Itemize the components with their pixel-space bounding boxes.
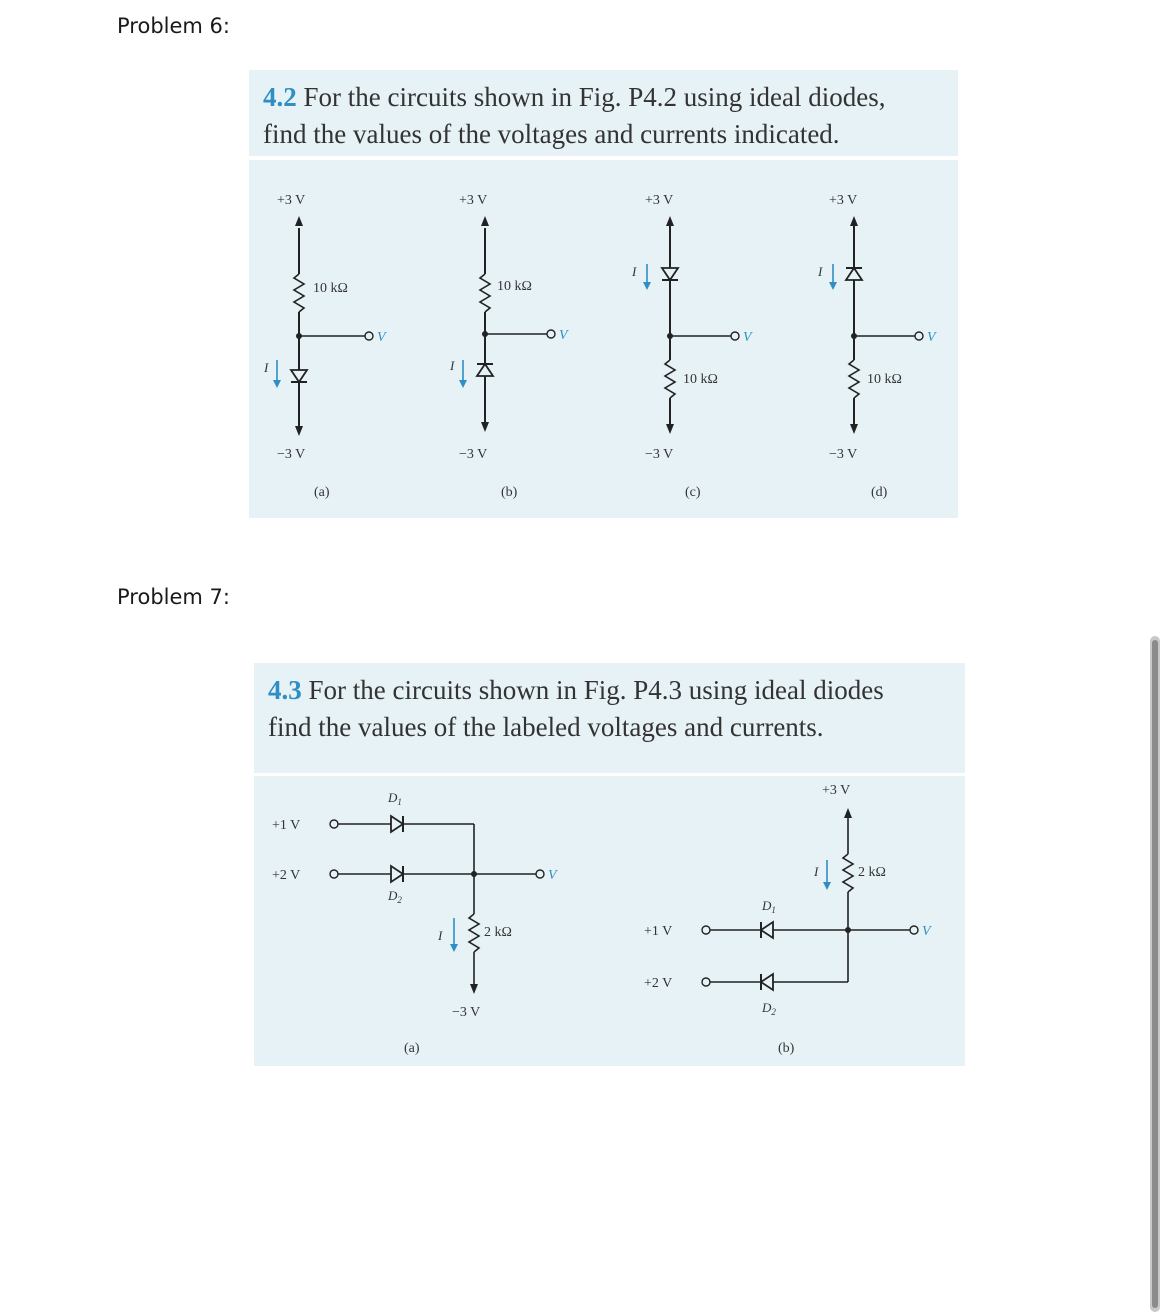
- output-voltage-label: V: [377, 330, 386, 345]
- vertical-scrollbar-thumb[interactable]: [1152, 640, 1158, 1308]
- diode-icon: [291, 370, 307, 382]
- arrow-up-icon: [850, 216, 858, 226]
- terminal: [915, 332, 923, 340]
- figure-p4-2: [249, 160, 958, 518]
- supply-top-label: +3 V: [645, 193, 674, 208]
- statement-line-1: For the circuits shown in Fig. P4.3 using ideal diodes: [301, 675, 884, 705]
- resistor-icon: [843, 854, 853, 892]
- current-arrow-head-icon: [450, 944, 458, 952]
- circuit-caption: (d): [871, 485, 888, 500]
- terminal: [731, 332, 739, 340]
- supply-bottom-label: −3 V: [829, 447, 858, 462]
- circuit-caption: (b): [778, 1041, 795, 1056]
- circuit-a: [263, 193, 387, 500]
- circuit-caption: (c): [685, 485, 701, 500]
- current-arrow-head-icon: [459, 380, 467, 388]
- circuit-b: [449, 193, 569, 500]
- arrow-up-icon: [295, 216, 303, 226]
- terminal: [536, 870, 544, 878]
- current-arrow-head-icon: [273, 380, 281, 388]
- circuit-a: [272, 790, 558, 1056]
- resistor-label: 10 kΩ: [497, 279, 532, 294]
- resistor-icon: [849, 360, 859, 398]
- arrow-down-icon: [666, 424, 674, 434]
- figure-p4-2-svg: [249, 160, 958, 518]
- output-voltage-label: V: [559, 328, 568, 343]
- supply-top-label: +3 V: [829, 193, 858, 208]
- statement-line-1: For the circuits shown in Fig. P4.2 using ideal diodes,: [296, 82, 886, 112]
- output-voltage-label: V: [548, 868, 557, 883]
- output-voltage-label: V: [743, 330, 752, 345]
- current-arrow-head-icon: [643, 282, 651, 290]
- problem-number: 4.2: [263, 82, 297, 112]
- input-2-label: +2 V: [644, 976, 673, 991]
- circuit-caption: (a): [314, 485, 330, 500]
- supply-top-label: +3 V: [277, 193, 306, 208]
- diode-icon: [662, 268, 678, 280]
- resistor-icon: [469, 914, 479, 952]
- resistor-icon: [294, 274, 304, 312]
- diode-icon: [846, 268, 862, 280]
- current-arrow-head-icon: [829, 282, 837, 290]
- problem-4-2-statement: [249, 70, 958, 156]
- arrow-down-icon: [295, 426, 303, 436]
- diode-icon: [477, 364, 493, 376]
- statement-line-2: find the values of the labeled voltages and currents.: [268, 712, 824, 742]
- circuit-d: [817, 193, 937, 500]
- terminal: [330, 820, 338, 828]
- terminal: [702, 978, 710, 986]
- terminal: [330, 870, 338, 878]
- output-voltage-label: V: [922, 924, 931, 939]
- diode-d1-icon: [391, 816, 403, 832]
- supply-top-label: +3 V: [459, 193, 488, 208]
- supply-bottom-label: −3 V: [277, 447, 306, 462]
- problem-7-heading: Problem 7:: [117, 585, 230, 609]
- resistor-label: 10 kΩ: [313, 281, 348, 296]
- circuit-c: [631, 193, 753, 500]
- current-label: I: [814, 864, 819, 879]
- current-arrow-head-icon: [823, 882, 831, 890]
- terminal: [547, 330, 555, 338]
- arrow-up-icon: [481, 216, 489, 226]
- figure-p4-3-svg: [254, 776, 965, 1066]
- terminal: [702, 926, 710, 934]
- resistor-icon: [665, 360, 675, 398]
- terminal: [910, 926, 918, 934]
- diode-d1-icon: [761, 922, 773, 938]
- current-label: I: [632, 264, 637, 279]
- arrow-down-icon: [470, 984, 478, 994]
- resistor-label: 2 kΩ: [858, 865, 886, 880]
- current-label: I: [438, 928, 443, 943]
- resistor-label: 2 kΩ: [484, 925, 512, 940]
- arrow-down-icon: [850, 424, 858, 434]
- d1-label: $D_1$: [762, 898, 776, 915]
- circuit-caption: (a): [404, 1041, 420, 1056]
- resistor-label: 10 kΩ: [867, 372, 902, 387]
- terminal: [365, 332, 373, 340]
- problem-6-heading: Problem 6:: [117, 14, 230, 38]
- d2-label: $D_2$: [762, 1000, 776, 1017]
- input-1-label: +1 V: [272, 818, 301, 833]
- figure-p4-3: [254, 776, 965, 1066]
- resistor-label: 10 kΩ: [683, 372, 718, 387]
- current-label: I: [264, 360, 269, 375]
- supply-bottom-label: −3 V: [459, 447, 488, 462]
- current-label: I: [450, 358, 455, 373]
- circuit-caption: (b): [501, 485, 518, 500]
- problem-number: 4.3: [268, 675, 302, 705]
- diode-d2-icon: [391, 866, 403, 882]
- resistor-icon: [480, 274, 490, 312]
- supply-bottom-label: −3 V: [645, 447, 674, 462]
- diode-d2-icon: [761, 974, 773, 990]
- d2-label: $D_2$: [388, 888, 402, 905]
- problem-4-3-statement: [254, 663, 965, 773]
- statement-line-2: find the values of the voltages and currents indicated.: [263, 119, 840, 149]
- circuit-b: [644, 783, 932, 1056]
- input-2-label: +2 V: [272, 868, 301, 883]
- d1-label: $D_1$: [388, 790, 402, 807]
- output-voltage-label: V: [927, 330, 936, 345]
- arrow-up-icon: [666, 216, 674, 226]
- current-label: I: [818, 264, 823, 279]
- input-1-label: +1 V: [644, 924, 673, 939]
- supply-bottom-label: −3 V: [452, 1005, 481, 1020]
- supply-top-label: +3 V: [822, 783, 851, 798]
- arrow-up-icon: [844, 808, 852, 818]
- arrow-down-icon: [481, 422, 489, 432]
